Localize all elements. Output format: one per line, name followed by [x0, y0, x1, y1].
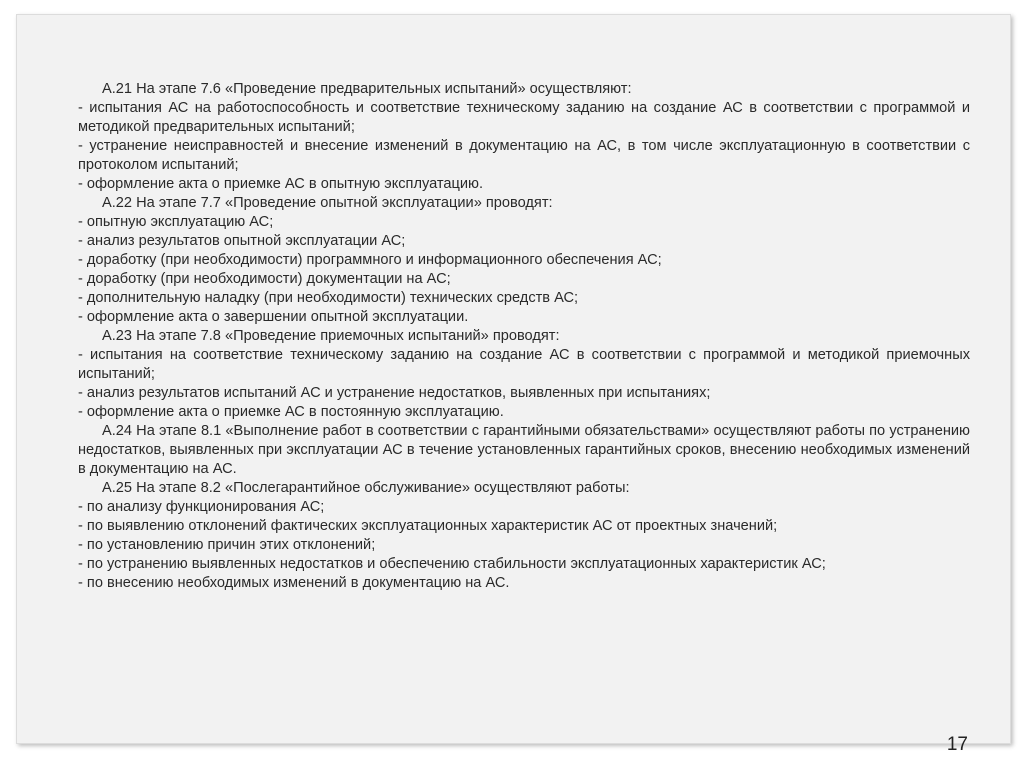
- page-number: 17: [946, 734, 968, 755]
- list-item: - по установлению причин этих отклонений;: [78, 537, 376, 553]
- list-item: - испытания на соответствие техническому заданию на создание АС в соответствии с программой и методикой приемочных испытаний;: [78, 347, 970, 382]
- section-paragraph: А.25 На этапе 8.2 «Послегарантийное обслуживание» осуществляют работы:: [102, 480, 630, 496]
- list-item: - устранение неисправностей и внесение изменений в документацию на АС, в том числе эксплуатационную в соответствии с протоколом испытаний;: [78, 138, 970, 173]
- list-item: - доработку (при необходимости) программного и информационного обеспечения АС;: [78, 252, 662, 268]
- list-item: - дополнительную наладку (при необходимости) технических средств АС;: [78, 290, 579, 306]
- list-item: - доработку (при необходимости) документации на АС;: [78, 271, 451, 287]
- list-item: - анализ результатов опытной эксплуатации АС;: [78, 233, 406, 249]
- list-item: - испытания АС на работоспособность и соответствие техническому заданию на создание АС в соответствии с программой и методикой предварительных испытаний;: [78, 100, 970, 135]
- list-item: - опытную эксплуатацию АС;: [78, 214, 274, 230]
- list-item: - анализ результатов испытаний АС и устранение недостатков, выявленных при испытаниях;: [78, 385, 711, 401]
- list-item: - оформление акта о приемке АС в опытную эксплуатацию.: [78, 176, 484, 192]
- section-paragraph: А.21 На этапе 7.6 «Проведение предварительных испытаний» осуществляют:: [102, 81, 632, 97]
- list-item: - по выявлению отклонений фактических эксплуатационных характеристик АС от проектных значений;: [78, 518, 778, 534]
- section-paragraph: А.22 На этапе 7.7 «Проведение опытной эксплуатации» проводят:: [102, 195, 553, 211]
- list-item: - оформление акта о завершении опытной эксплуатации.: [78, 309, 469, 325]
- list-item: - по анализу функционирования АС;: [78, 499, 325, 515]
- list-item: - по устранению выявленных недостатков и обеспечению стабильности эксплуатационных характеристик АС;: [78, 556, 826, 572]
- section-paragraph: А.24 На этапе 8.1 «Выполнение работ в соответствии с гарантийными обязательствами» осуществляют работы по устранению недостатков, выявленных при эксплуатации АС в течение установленных гарантийных сроков, внесению необходимых изменений в документацию на АС.: [78, 423, 970, 477]
- document-text: [78, 80, 970, 593]
- section-paragraph: А.23 На этапе 7.8 «Проведение приемочных испытаний» проводят:: [102, 328, 560, 344]
- list-item: - по внесению необходимых изменений в документацию на АС.: [78, 575, 510, 591]
- list-item: - оформление акта о приемке АС в постоянную эксплуатацию.: [78, 404, 504, 420]
